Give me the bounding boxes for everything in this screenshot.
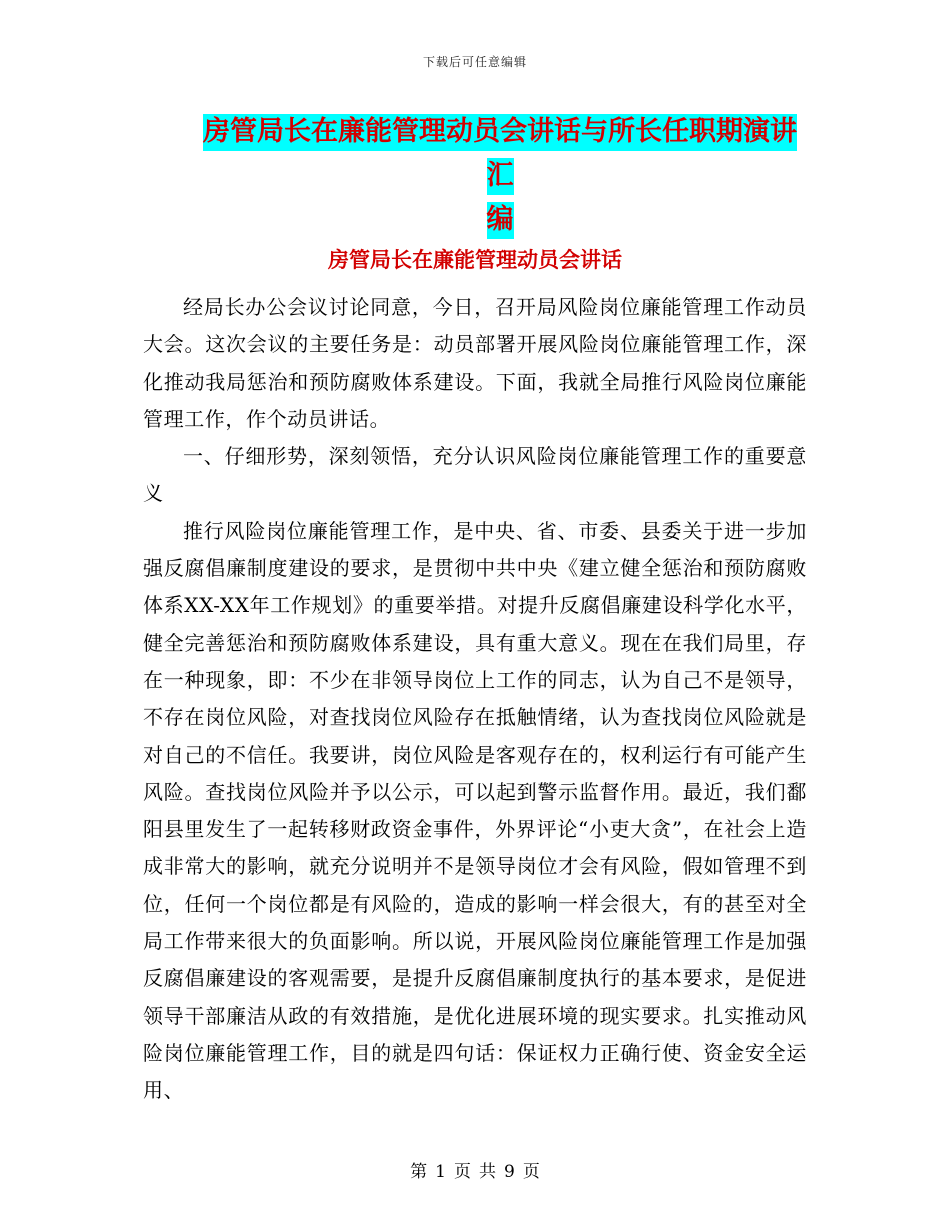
footer-total-pages: 9	[504, 1162, 515, 1182]
page-header-note: 下载后可任意编辑	[422, 55, 527, 69]
paragraph: 经局长办公会议讨论同意，今日，召开局风险岗位廉能管理工作动员大会。这次会议的主要任务是：动员部署开展风险岗位廉能管理工作，深化推动我局惩治和预防腐败体系建设。下面，我就全局推行风险岗位廉能管理工作，作个动员讲话。	[143, 295, 807, 431]
paragraph: 推行风险岗位廉能管理工作，是中央、省、市委、县委关于进一步加强反腐倡廉制度建设的要求，是贯彻中共中央《建立健全惩治和预防腐败体系XX-XX年工作规划》的重要举措。对提升反腐倡廉建设科学化水平，健全完善惩治和预防腐败体系建设，具有重大意义。现在在我们局里，存在一种现象，即：不少在非领导岗位上工作的同志，认为自己不是领导，不存在岗位风险，对查找岗位风险存在抵触情绪，认为查找岗位风险就是对自己的不信任。我要讲，岗位风险是客观存在的，权利运行有可能产生风险。查找岗位风险并予以公示，可以起到警示监督作用。最近，我们鄱阳县里发生了一起转移财政资金事件，外界评论“小吏大贪”，在社会上造成非常大的影响，就充分说明并不是领导岗位才会有风险，假如管理不到位，任何一个岗位都是有风险的，造成的影响一样会很大，有的甚至对全局工作带来很大的负面影响。所以说，开展风险岗位廉能管理工作是加强反腐倡廉建设的客观需要，是提升反腐倡廉制度执行的基本要求，是促进领导干部廉洁从政的有效措施，是优化进展环境的现实要求。扎实推动风险岗位廉能管理工作，目的就是四句话：保证权力正确行使、资金安全运用、	[143, 518, 807, 1103]
footer-label-total: 共	[479, 1162, 496, 1182]
document-title	[190, 110, 810, 242]
footer-label-page: 第	[410, 1162, 428, 1182]
paragraph: 一、仔细形势，深刻领悟，充分认识风险岗位廉能管理工作的重要意义	[143, 444, 807, 506]
footer-label-unit: 页	[454, 1162, 471, 1182]
section-title: 房管局长在廉能管理动员会讲话	[328, 248, 622, 272]
footer-current-page: 1	[435, 1162, 446, 1182]
document-body	[143, 289, 807, 1110]
document-title-line2: 编	[487, 202, 514, 239]
page-footer	[0, 1157, 950, 1182]
footer-label-unit2: 页	[522, 1162, 540, 1182]
document-title-line1: 房管局长在廉能管理动员会讲话与所长任职期演讲汇	[203, 114, 797, 195]
